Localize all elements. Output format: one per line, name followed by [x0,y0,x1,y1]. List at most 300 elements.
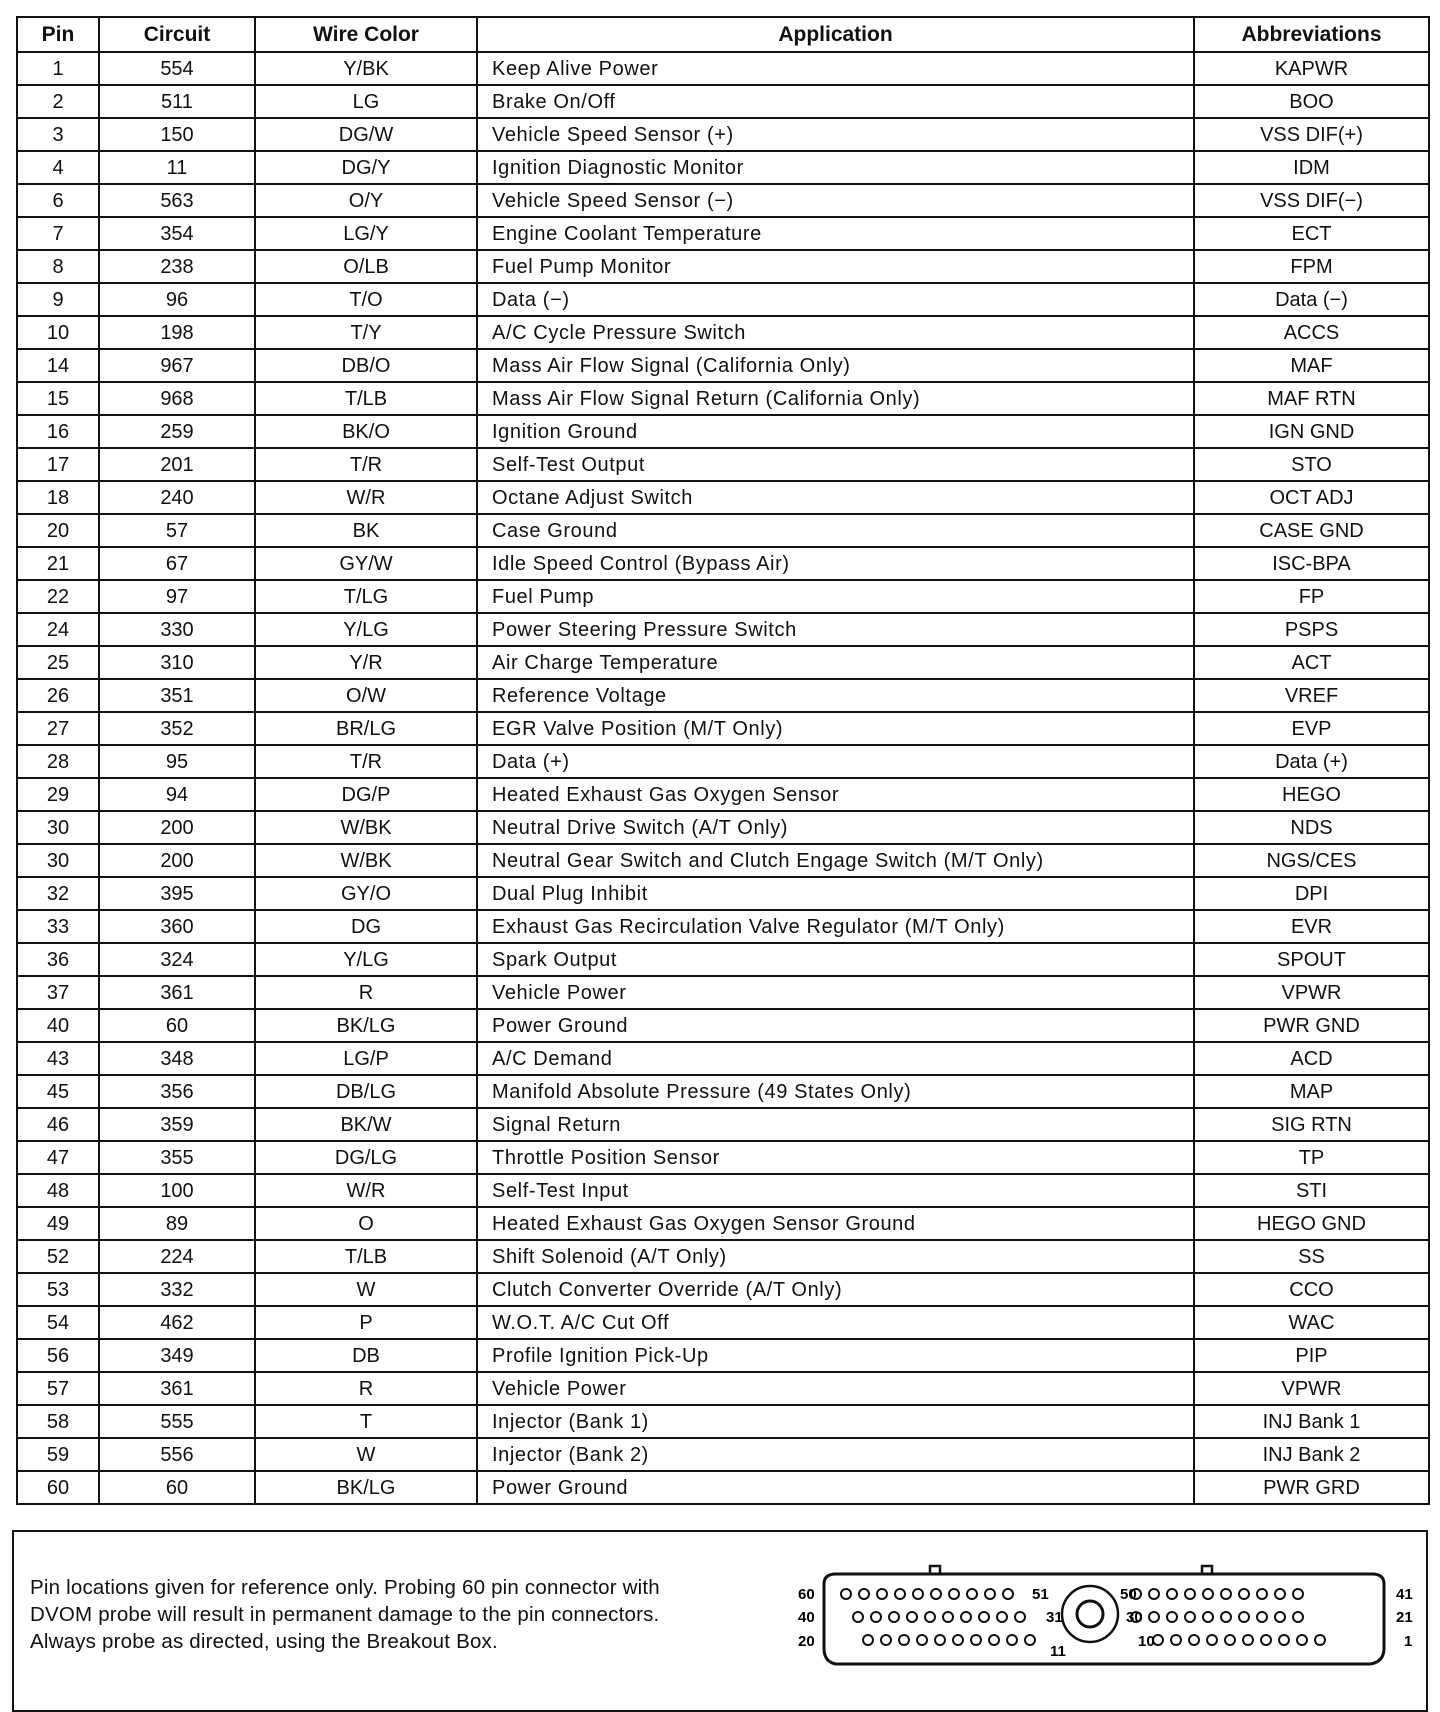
cell-pin: 43 [17,1042,99,1075]
cell-wire-color: O [255,1207,477,1240]
cell-wire-color: O/LB [255,250,477,283]
connector-pin-hole [1315,1635,1325,1645]
cell-pin: 16 [17,415,99,448]
cell-circuit: 332 [99,1273,255,1306]
cell-application: Octane Adjust Switch [477,481,1194,514]
connector-pin-hole [1167,1589,1177,1599]
cell-wire-color: DG/Y [255,151,477,184]
cell-application: Exhaust Gas Recirculation Valve Regulator (M/T Only) [477,910,1194,943]
cell-abbreviation: HEGO [1194,778,1429,811]
cell-application: Self-Test Input [477,1174,1194,1207]
cell-application: Ignition Ground [477,415,1194,448]
table-row [17,1372,1429,1405]
cell-application: EGR Valve Position (M/T Only) [477,712,1194,745]
table-row [17,745,1429,778]
cell-pin: 46 [17,1108,99,1141]
cell-abbreviation: IGN GND [1194,415,1429,448]
cell-abbreviation: SIG RTN [1194,1108,1429,1141]
cell-pin: 30 [17,844,99,877]
cell-pin: 48 [17,1174,99,1207]
cell-abbreviation: PIP [1194,1339,1429,1372]
cell-wire-color: DB/O [255,349,477,382]
cell-wire-color: BK/LG [255,1009,477,1042]
pinout-rows [17,52,1429,1504]
cell-abbreviation: PWR GND [1194,1009,1429,1042]
cell-pin: 9 [17,283,99,316]
connector-label-51: 51 [1032,1586,1049,1603]
cell-wire-color: GY/W [255,547,477,580]
table-row [17,1471,1429,1504]
cell-abbreviation: INJ Bank 2 [1194,1438,1429,1471]
cell-circuit: 554 [99,52,255,85]
connector-label-11: 11 [1050,1643,1066,1660]
connector-pin-holes [841,1589,1325,1645]
cell-abbreviation: CCO [1194,1273,1429,1306]
cell-wire-color: LG/P [255,1042,477,1075]
connector-pin-hole [967,1589,977,1599]
cell-pin: 22 [17,580,99,613]
cell-application: Power Ground [477,1009,1194,1042]
connector-pin-hole [913,1589,923,1599]
pinout-table [16,16,1430,1505]
cell-application: Shift Solenoid (A/T Only) [477,1240,1194,1273]
cell-pin: 1 [17,52,99,85]
cell-circuit: 238 [99,250,255,283]
cell-wire-color: T/Y [255,316,477,349]
cell-wire-color: T/O [255,283,477,316]
cell-circuit: 100 [99,1174,255,1207]
cell-application: Self-Test Output [477,448,1194,481]
cell-pin: 29 [17,778,99,811]
cell-wire-color: W/BK [255,844,477,877]
cell-wire-color: Y/R [255,646,477,679]
cell-abbreviation: NDS [1194,811,1429,844]
cell-wire-color: LG [255,85,477,118]
cell-wire-color: O/W [255,679,477,712]
cell-abbreviation: ECT [1194,217,1429,250]
cell-application: Neutral Drive Switch (A/T Only) [477,811,1194,844]
cell-abbreviation: NGS/CES [1194,844,1429,877]
table-row [17,844,1429,877]
connector-pin-hole [859,1589,869,1599]
cell-abbreviation: MAF RTN [1194,382,1429,415]
cell-abbreviation: FPM [1194,250,1429,283]
cell-circuit: 359 [99,1108,255,1141]
cell-wire-color: GY/O [255,877,477,910]
connector-pin-hole [841,1589,851,1599]
cell-application: Vehicle Speed Sensor (+) [477,118,1194,151]
connector-pin-hole [1225,1635,1235,1645]
table-row [17,1009,1429,1042]
cell-wire-color: T/LB [255,1240,477,1273]
probing-warning-note: Pin locations given for reference only. Probing 60 pin connector with DVOM probe will result in permanent damage to the pin connectors. Always probe as directed, using the Breakout Box. [30,1576,660,1653]
cell-circuit: 361 [99,1372,255,1405]
cell-wire-color: W [255,1438,477,1471]
cell-circuit: 511 [99,85,255,118]
connector-pin-hole [979,1612,989,1622]
cell-abbreviation: ACD [1194,1042,1429,1075]
connector-pin-hole [931,1589,941,1599]
table-header-row [17,17,1429,52]
connector-pin-hole [899,1635,909,1645]
cell-abbreviation: DPI [1194,877,1429,910]
cell-circuit: 259 [99,415,255,448]
cell-abbreviation: TP [1194,1141,1429,1174]
header-circuit: Circuit [99,17,255,52]
cell-application: Keep Alive Power [477,52,1194,85]
cell-abbreviation: BOO [1194,85,1429,118]
connector-pin-hole [925,1612,935,1622]
cell-circuit: 967 [99,349,255,382]
cell-wire-color: Y/BK [255,52,477,85]
cell-pin: 37 [17,976,99,1009]
connector-pin-hole [907,1612,917,1622]
table-row [17,382,1429,415]
cell-circuit: 563 [99,184,255,217]
cell-wire-color: Y/LG [255,943,477,976]
cell-application: Power Steering Pressure Switch [477,613,1194,646]
connector-pin-hole [949,1589,959,1599]
cell-wire-color: Y/LG [255,613,477,646]
connector-pin-hole [1149,1589,1159,1599]
connector-pin-hole [971,1635,981,1645]
cell-application: Fuel Pump [477,580,1194,613]
table-row [17,679,1429,712]
cell-pin: 26 [17,679,99,712]
connector-center-boss-inner [1077,1601,1103,1627]
connector-pin-hole [895,1589,905,1599]
cell-pin: 33 [17,910,99,943]
connector-pin-hole [917,1635,927,1645]
cell-pin: 47 [17,1141,99,1174]
cell-circuit: 11 [99,151,255,184]
table-row [17,580,1429,613]
connector-pin-hole [1293,1589,1303,1599]
table-row [17,184,1429,217]
table-row [17,151,1429,184]
cell-abbreviation: IDM [1194,151,1429,184]
cell-abbreviation: ISC-BPA [1194,547,1429,580]
connector-pin-hole [1185,1612,1195,1622]
table-row [17,217,1429,250]
connector-pin-hole [1293,1612,1303,1622]
connector-diagram [784,1552,1424,1682]
table-row [17,52,1429,85]
connector-key-left [930,1566,940,1574]
table-row [17,316,1429,349]
cell-circuit: 556 [99,1438,255,1471]
cell-wire-color: W [255,1273,477,1306]
cell-wire-color: R [255,976,477,1009]
cell-pin: 20 [17,514,99,547]
cell-abbreviation: INJ Bank 1 [1194,1405,1429,1438]
cell-application: Mass Air Flow Signal Return (California Only) [477,382,1194,415]
cell-application: Heated Exhaust Gas Oxygen Sensor Ground [477,1207,1194,1240]
connector-pin-hole [1171,1635,1181,1645]
cell-abbreviation: VREF [1194,679,1429,712]
cell-application: Power Ground [477,1471,1194,1504]
cell-wire-color: P [255,1306,477,1339]
cell-abbreviation: OCT ADJ [1194,481,1429,514]
header-abbreviations: Abbreviations [1194,17,1429,52]
connector-label-40: 40 [798,1609,815,1626]
cell-wire-color: BK/W [255,1108,477,1141]
cell-circuit: 348 [99,1042,255,1075]
cell-application: Dual Plug Inhibit [477,877,1194,910]
cell-application: Injector (Bank 2) [477,1438,1194,1471]
connector-pin-hole [935,1635,945,1645]
connector-pin-hole [1185,1589,1195,1599]
cell-circuit: 198 [99,316,255,349]
cell-application: Case Ground [477,514,1194,547]
table-row [17,910,1429,943]
cell-wire-color: LG/Y [255,217,477,250]
cell-pin: 57 [17,1372,99,1405]
cell-circuit: 96 [99,283,255,316]
table-row [17,1075,1429,1108]
header-wire-color: Wire Color [255,17,477,52]
connector-pin-hole [889,1612,899,1622]
cell-pin: 15 [17,382,99,415]
cell-application: Engine Coolant Temperature [477,217,1194,250]
cell-application: Spark Output [477,943,1194,976]
cell-abbreviation: Data (−) [1194,283,1429,316]
cell-application: Reference Voltage [477,679,1194,712]
table-row [17,415,1429,448]
connector-pin-hole [961,1612,971,1622]
cell-application: Mass Air Flow Signal (California Only) [477,349,1194,382]
connector-pin-hole [1239,1612,1249,1622]
connector-pin-hole [1221,1612,1231,1622]
cell-circuit: 351 [99,679,255,712]
pinout-sheet [12,16,1428,1672]
connector-label-31: 31 [1046,1609,1063,1626]
cell-circuit: 67 [99,547,255,580]
table-row [17,1405,1429,1438]
cell-circuit: 310 [99,646,255,679]
cell-wire-color: BK [255,514,477,547]
table-row [17,448,1429,481]
connector-pin-hole [1257,1589,1267,1599]
cell-abbreviation: HEGO GND [1194,1207,1429,1240]
cell-abbreviation: VPWR [1194,976,1429,1009]
connector-label-41: 41 [1396,1586,1413,1603]
cell-wire-color: T/R [255,745,477,778]
connector-label-30: 30 [1126,1609,1143,1626]
cell-circuit: 94 [99,778,255,811]
cell-circuit: 330 [99,613,255,646]
connector-pin-hole [1189,1635,1199,1645]
connector-pin-hole [1025,1635,1035,1645]
cell-circuit: 349 [99,1339,255,1372]
cell-pin: 54 [17,1306,99,1339]
connector-pin-hole [1243,1635,1253,1645]
cell-wire-color: W/R [255,1174,477,1207]
cell-pin: 24 [17,613,99,646]
connector-pin-hole [881,1635,891,1645]
cell-circuit: 200 [99,844,255,877]
connector-label-60: 60 [798,1586,815,1603]
cell-circuit: 57 [99,514,255,547]
table-row [17,349,1429,382]
connector-pin-hole [1207,1635,1217,1645]
connector-label-1: 1 [1404,1633,1413,1650]
connector-label-10: 10 [1138,1633,1155,1650]
cell-wire-color: O/Y [255,184,477,217]
cell-circuit: 60 [99,1009,255,1042]
cell-pin: 59 [17,1438,99,1471]
cell-pin: 28 [17,745,99,778]
cell-circuit: 97 [99,580,255,613]
cell-circuit: 352 [99,712,255,745]
cell-application: A/C Cycle Pressure Switch [477,316,1194,349]
table-row [17,514,1429,547]
cell-wire-color: T/LG [255,580,477,613]
cell-circuit: 200 [99,811,255,844]
cell-abbreviation: STI [1194,1174,1429,1207]
connector-pin-hole [1239,1589,1249,1599]
cell-pin: 14 [17,349,99,382]
connector-pin-hole [1007,1635,1017,1645]
table-row [17,1339,1429,1372]
cell-application: Air Charge Temperature [477,646,1194,679]
cell-application: Vehicle Speed Sensor (−) [477,184,1194,217]
cell-application: Ignition Diagnostic Monitor [477,151,1194,184]
cell-pin: 32 [17,877,99,910]
table-row [17,250,1429,283]
cell-circuit: 356 [99,1075,255,1108]
table-row [17,646,1429,679]
table-row [17,118,1429,151]
cell-abbreviation: STO [1194,448,1429,481]
cell-circuit: 95 [99,745,255,778]
cell-pin: 52 [17,1240,99,1273]
cell-abbreviation: EVP [1194,712,1429,745]
cell-abbreviation: VSS DIF(−) [1194,184,1429,217]
cell-pin: 40 [17,1009,99,1042]
cell-application: Throttle Position Sensor [477,1141,1194,1174]
cell-application: Clutch Converter Override (A/T Only) [477,1273,1194,1306]
connector-pin-hole [1261,1635,1271,1645]
connector-pin-hole [877,1589,887,1599]
cell-abbreviation: VPWR [1194,1372,1429,1405]
table-row [17,1174,1429,1207]
connector-pin-hole [853,1612,863,1622]
cell-abbreviation: ACCS [1194,316,1429,349]
table-row [17,1306,1429,1339]
cell-circuit: 201 [99,448,255,481]
table-row [17,1207,1429,1240]
cell-pin: 25 [17,646,99,679]
cell-abbreviation: MAP [1194,1075,1429,1108]
table-row [17,1273,1429,1306]
cell-circuit: 361 [99,976,255,1009]
cell-circuit: 968 [99,382,255,415]
cell-circuit: 462 [99,1306,255,1339]
header-application: Application [477,17,1194,52]
connector-pin-hole [943,1612,953,1622]
cell-abbreviation: PWR GRD [1194,1471,1429,1504]
table-row [17,976,1429,1009]
connector-center-boss-outer [1062,1586,1118,1642]
cell-pin: 45 [17,1075,99,1108]
cell-wire-color: W/R [255,481,477,514]
connector-pin-hole [997,1612,1007,1622]
cell-abbreviation: Data (+) [1194,745,1429,778]
connector-pin-hole [1297,1635,1307,1645]
cell-pin: 49 [17,1207,99,1240]
connector-pin-hole [1167,1612,1177,1622]
cell-pin: 17 [17,448,99,481]
connector-key-right [1202,1566,1212,1574]
cell-circuit: 60 [99,1471,255,1504]
table-row [17,712,1429,745]
cell-pin: 58 [17,1405,99,1438]
cell-wire-color: DB [255,1339,477,1372]
cell-abbreviation: KAPWR [1194,52,1429,85]
header-pin: Pin [17,17,99,52]
cell-application: Signal Return [477,1108,1194,1141]
cell-wire-color: T/R [255,448,477,481]
cell-abbreviation: PSPS [1194,613,1429,646]
cell-pin: 8 [17,250,99,283]
cell-pin: 27 [17,712,99,745]
cell-pin: 56 [17,1339,99,1372]
cell-abbreviation: VSS DIF(+) [1194,118,1429,151]
cell-circuit: 360 [99,910,255,943]
table-row [17,1108,1429,1141]
cell-application: Vehicle Power [477,976,1194,1009]
cell-application: Data (−) [477,283,1194,316]
connector-pin-hole [1149,1612,1159,1622]
cell-application: W.O.T. A/C Cut Off [477,1306,1194,1339]
cell-circuit: 355 [99,1141,255,1174]
cell-abbreviation: WAC [1194,1306,1429,1339]
table-row [17,1141,1429,1174]
cell-abbreviation: EVR [1194,910,1429,943]
table-row [17,877,1429,910]
table-row [17,1438,1429,1471]
cell-application: Injector (Bank 1) [477,1405,1194,1438]
cell-circuit: 150 [99,118,255,151]
footer-panel [12,1530,1428,1712]
connector-pin-hole [989,1635,999,1645]
cell-pin: 2 [17,85,99,118]
cell-circuit: 555 [99,1405,255,1438]
table-row [17,481,1429,514]
cell-pin: 36 [17,943,99,976]
cell-pin: 6 [17,184,99,217]
connector-pin-hole [953,1635,963,1645]
cell-abbreviation: FP [1194,580,1429,613]
connector-pin-hole [1015,1612,1025,1622]
cell-abbreviation: ACT [1194,646,1429,679]
table-row [17,547,1429,580]
table-row [17,811,1429,844]
connector-pin-hole [863,1635,873,1645]
cell-wire-color: DG [255,910,477,943]
cell-pin: 30 [17,811,99,844]
connector-pin-hole [1221,1589,1231,1599]
cell-pin: 7 [17,217,99,250]
cell-circuit: 395 [99,877,255,910]
cell-pin: 53 [17,1273,99,1306]
connector-pin-hole [1275,1589,1285,1599]
cell-application: Manifold Absolute Pressure (49 States Only) [477,1075,1194,1108]
cell-wire-color: R [255,1372,477,1405]
connector-pin-hole [1203,1589,1213,1599]
cell-wire-color: DB/LG [255,1075,477,1108]
